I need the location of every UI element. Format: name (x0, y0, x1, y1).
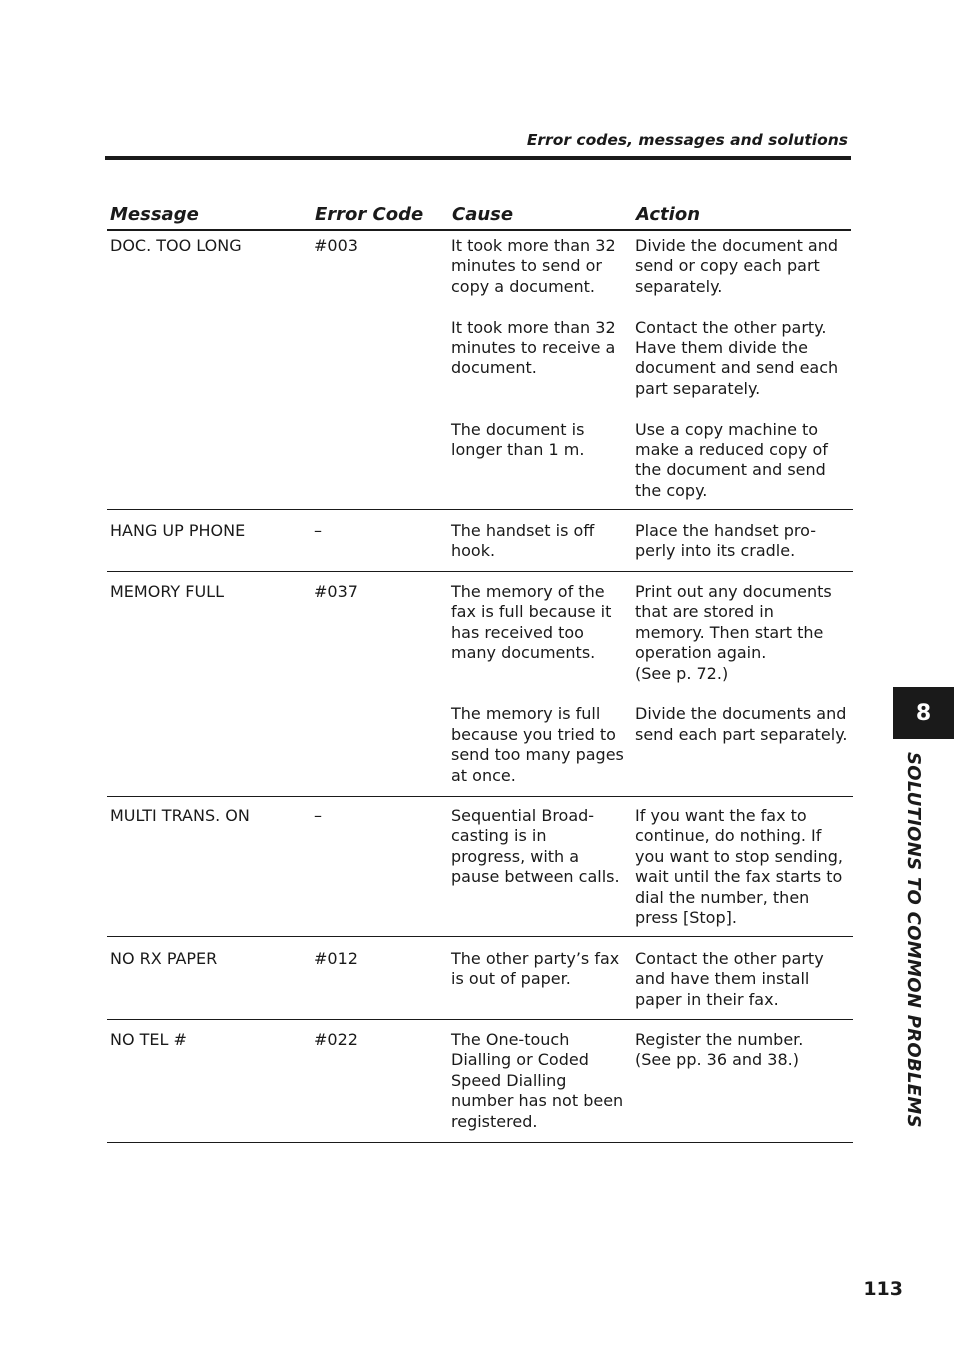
action-line: Have them divide the (635, 338, 809, 357)
action-line: Place the handset pro- (635, 521, 816, 540)
action-cell (635, 1030, 851, 1071)
cause-cell (451, 318, 629, 379)
action-line: If you want the fax to (635, 806, 807, 825)
action-line: (See pp. 36 and 38.) (635, 1050, 799, 1070)
action-cell (635, 420, 851, 502)
cause-line: It took more than 32 (451, 317, 616, 337)
cause-line: The handset is off (451, 521, 595, 540)
cause-line: progress, with a (451, 846, 580, 866)
action-cell (635, 318, 851, 400)
cause-cell (451, 1030, 629, 1132)
row-divider (107, 936, 853, 937)
error-code-cell: – (314, 521, 322, 540)
cause-line: The memory of the (451, 582, 605, 601)
action-line: send each part separately. (635, 724, 848, 744)
action-line: Contact the other party. (635, 317, 827, 337)
column-header-action: Action (636, 204, 701, 225)
cause-line: copy a document. (451, 276, 595, 296)
action-line: Contact the other party (635, 949, 824, 968)
action-line: wait until the fax starts to (635, 867, 843, 887)
action-line: Register the number. (635, 1030, 804, 1049)
row-divider (107, 796, 853, 797)
cause-cell (451, 806, 629, 888)
row-divider (107, 1019, 853, 1020)
action-line: the copy. (635, 480, 708, 500)
cause-cell (451, 420, 629, 461)
cause-cell (451, 582, 629, 664)
chapter-side-title: SOLUTIONS TO COMMON PROBLEMS (903, 752, 924, 1128)
error-code-cell: #037 (314, 582, 358, 601)
action-line: that are stored in (635, 602, 774, 622)
action-line: paper in their fax. (635, 989, 779, 1009)
action-line: you want to stop sending, (635, 846, 843, 866)
action-line: make a reduced copy of (635, 440, 828, 459)
cause-line: The document is (451, 419, 585, 439)
column-header-message: Message (110, 204, 199, 225)
action-line: operation again. (635, 643, 767, 663)
error-code-cell: #022 (314, 1030, 358, 1049)
column-header-rule (107, 229, 851, 231)
header-thick-rule (105, 156, 851, 160)
action-line: document and send each (635, 358, 839, 378)
cause-line: number has not been (451, 1091, 624, 1111)
cause-line: longer than 1 m. (451, 440, 585, 459)
cause-line: fax is full because it (451, 602, 612, 622)
cause-line: because you tried to (451, 724, 616, 744)
action-cell (635, 704, 851, 745)
column-header-error-code: Error Code (315, 204, 424, 225)
error-code-cell: – (314, 806, 322, 825)
row-divider (107, 509, 853, 510)
cause-line: hook. (451, 541, 496, 561)
cause-line: send too many pages (451, 745, 624, 765)
action-cell (635, 806, 851, 928)
action-line: Divide the documents and (635, 704, 847, 724)
cause-line: many documents. (451, 643, 596, 663)
cause-line: Sequential Broad- (451, 806, 595, 825)
action-cell (635, 949, 851, 1010)
message-cell: HANG UP PHONE (110, 521, 246, 540)
action-line: Use a copy machine to (635, 419, 819, 439)
cause-line: The One-touch (451, 1030, 570, 1049)
message-cell: NO TEL # (110, 1030, 187, 1049)
action-line: memory. Then start the (635, 622, 824, 642)
row-divider (107, 571, 853, 572)
action-line: continue, do nothing. If (635, 826, 822, 846)
cause-cell (451, 236, 629, 297)
message-cell: MULTI TRANS. ON (110, 806, 250, 825)
cause-line: has received too (451, 622, 584, 642)
cause-cell (451, 704, 629, 786)
error-code-cell: #003 (314, 236, 358, 255)
chapter-tab: 8 (893, 687, 954, 739)
action-line: separately. (635, 276, 723, 296)
cause-line: at once. (451, 765, 516, 785)
message-cell: DOC. TOO LONG (110, 236, 242, 255)
action-cell (635, 582, 851, 684)
cause-line: pause between calls. (451, 867, 620, 887)
action-line: the document and send (635, 460, 826, 480)
cause-line: The memory is full (451, 704, 601, 724)
action-line: send or copy each part (635, 256, 820, 276)
message-cell: NO RX PAPER (110, 949, 218, 968)
cause-cell (451, 521, 629, 562)
action-cell (635, 236, 851, 297)
action-line: (See p. 72.) (635, 663, 729, 683)
action-line: perly into its cradle. (635, 541, 796, 561)
column-header-cause: Cause (452, 204, 514, 225)
error-code-cell: #012 (314, 949, 358, 968)
action-line: dial the number, then (635, 887, 810, 907)
page-number: 113 (863, 1278, 903, 1300)
cause-line: registered. (451, 1111, 538, 1131)
cause-line: The other party’s fax (451, 949, 620, 968)
cause-line: minutes to send or (451, 256, 602, 276)
cause-line: minutes to receive a (451, 338, 616, 357)
action-line: press [Stop]. (635, 908, 737, 928)
message-cell: MEMORY FULL (110, 582, 225, 601)
cause-line: document. (451, 358, 537, 378)
cause-line: is out of paper. (451, 969, 571, 989)
cause-cell (451, 949, 629, 990)
cause-line: Dialling or Coded (451, 1050, 589, 1070)
row-divider (107, 1142, 853, 1143)
cause-line: casting is in (451, 826, 547, 846)
running-head: Error codes, messages and solutions (526, 131, 848, 149)
action-line: and have them install (635, 969, 810, 989)
action-line: Print out any documents (635, 582, 832, 601)
cause-line: It took more than 32 (451, 236, 616, 255)
action-line: part separately. (635, 378, 761, 398)
action-line: Divide the document and (635, 236, 839, 255)
cause-line: Speed Dialling (451, 1070, 567, 1090)
action-cell (635, 521, 851, 562)
